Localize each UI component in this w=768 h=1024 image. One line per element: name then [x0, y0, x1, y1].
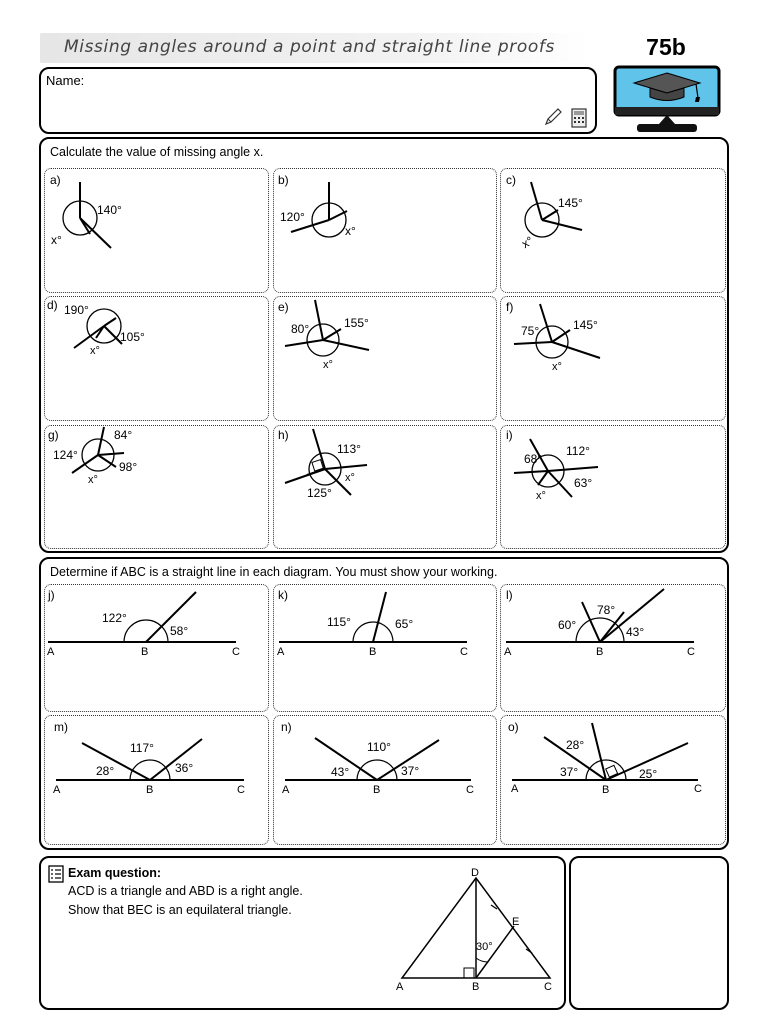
angle-label: 117°: [130, 741, 154, 755]
point-label: A: [511, 783, 519, 795]
angle-x: x°: [345, 472, 355, 484]
point-label: B: [596, 646, 604, 658]
point-label: A: [277, 646, 285, 658]
calculator-icon: [571, 108, 587, 128]
angle-label: 122°: [102, 611, 127, 625]
name-label: Name:: [46, 73, 85, 88]
diagram-a: [44, 168, 269, 293]
angle-label: 120°: [280, 210, 305, 224]
point-label: C: [466, 784, 474, 796]
diagram-e: [273, 296, 497, 421]
angle-label: 43°: [331, 765, 350, 779]
angle-label: 65°: [395, 617, 414, 631]
exam-line-2: Show that BEC is an equilateral triangle.: [68, 903, 292, 917]
angle-label: 37°: [401, 764, 420, 778]
angle-label: 125°: [307, 486, 332, 500]
point-label: B: [373, 784, 381, 796]
point-label: A: [53, 784, 61, 796]
diagram-g: [44, 425, 269, 549]
angle-label: 37°: [560, 765, 579, 779]
question-label: c): [506, 173, 516, 187]
exam-line-1: ACD is a triangle and ABD is a right angle.: [68, 884, 303, 898]
point-label: C: [232, 646, 240, 658]
section1-instruction: Calculate the value of missing angle x.: [50, 145, 264, 159]
diagram-k: [273, 584, 497, 712]
point-label: A: [396, 981, 404, 992]
point-label: A: [282, 784, 290, 796]
angle-label: 75°: [521, 324, 540, 338]
angle-label: 80°: [291, 322, 310, 336]
diagram-l: [500, 584, 726, 712]
answer-box[interactable]: [569, 856, 729, 1010]
question-label: d): [47, 298, 58, 312]
point-label: C: [694, 783, 702, 795]
diagram-n: [273, 715, 497, 845]
angle-label: 110°: [367, 740, 391, 754]
question-label: a): [50, 173, 61, 187]
angle-label: 84°: [114, 428, 133, 442]
angle-label: 112°: [566, 444, 590, 458]
angle-label: 78°: [597, 603, 616, 617]
angle-label: 60°: [558, 618, 577, 632]
angle-label: 28°: [96, 764, 115, 778]
angle-label: 145°: [558, 196, 583, 210]
angle-x: x°: [323, 359, 333, 371]
angle-label: 43°: [626, 625, 645, 639]
angle-label: 30°: [476, 941, 493, 953]
exam-title: Exam question:: [68, 866, 162, 880]
angle-label: 105°: [120, 330, 145, 344]
name-box[interactable]: [39, 67, 597, 134]
section2-instruction: Determine if ABC is a straight line in each diagram. You must show your working.: [50, 565, 498, 579]
question-label: l): [506, 588, 513, 602]
question-label: h): [278, 428, 289, 442]
point-label: B: [146, 784, 154, 796]
question-label: m): [54, 720, 68, 734]
checklist-icon: [48, 865, 64, 883]
angle-label: 190°: [64, 303, 89, 317]
exam-triangle-diagram: [390, 862, 562, 992]
angle-label: 28°: [566, 738, 585, 752]
pencil-icon: [543, 107, 563, 127]
point-label: B: [141, 646, 149, 658]
angle-x: x°: [519, 233, 536, 252]
angle-label: 124°: [53, 448, 78, 462]
diagram-o: [500, 715, 726, 845]
diagram-d: [44, 296, 269, 421]
angle-label: 68°: [524, 452, 543, 466]
angle-label: 145°: [573, 318, 598, 332]
question-label: g): [48, 428, 59, 442]
angle-x: x°: [552, 361, 562, 373]
question-label: k): [278, 588, 288, 602]
point-label: B: [369, 646, 377, 658]
angle-label: 58°: [170, 624, 189, 638]
question-label: f): [506, 300, 514, 314]
point-label: C: [687, 646, 695, 658]
diagram-j: [44, 584, 269, 712]
angle-label: 113°: [337, 442, 361, 456]
point-label: C: [460, 646, 468, 658]
angle-x: x°: [345, 224, 356, 238]
angle-x: x°: [51, 233, 62, 247]
question-label: j): [48, 588, 55, 602]
question-label: o): [508, 720, 519, 734]
angle-x: x°: [88, 474, 98, 486]
angle-label: 63°: [574, 476, 593, 490]
point-label: E: [512, 916, 520, 928]
graduation-cap-monitor-icon: [612, 64, 722, 136]
point-label: C: [237, 784, 245, 796]
angle-label: 140°: [97, 203, 122, 217]
angle-label: 115°: [327, 615, 351, 629]
angle-x: x°: [90, 345, 100, 357]
page-title: Missing angles around a point and straight line proofs: [64, 37, 555, 57]
worksheet-code: 75b: [646, 34, 686, 60]
diagram-c: [500, 168, 726, 293]
question-label: n): [281, 720, 292, 734]
question-label: e): [278, 300, 289, 314]
diagram-h: [273, 425, 497, 549]
point-label: B: [472, 981, 480, 992]
diagram-m: [44, 715, 269, 845]
question-label: b): [278, 173, 289, 187]
angle-x: x°: [536, 490, 546, 502]
diagram-f: [500, 296, 726, 421]
angle-label: 36°: [175, 761, 194, 775]
question-label: i): [506, 428, 513, 442]
point-label: A: [504, 646, 512, 658]
angle-label: 155°: [344, 316, 369, 330]
angle-label: 98°: [119, 460, 138, 474]
angle-label: 25°: [639, 767, 658, 781]
point-label: D: [471, 867, 479, 879]
diagram-b: [273, 168, 497, 293]
point-label: C: [544, 981, 552, 992]
point-label: B: [602, 784, 610, 796]
point-label: A: [47, 646, 55, 658]
diagram-i: [500, 425, 726, 549]
